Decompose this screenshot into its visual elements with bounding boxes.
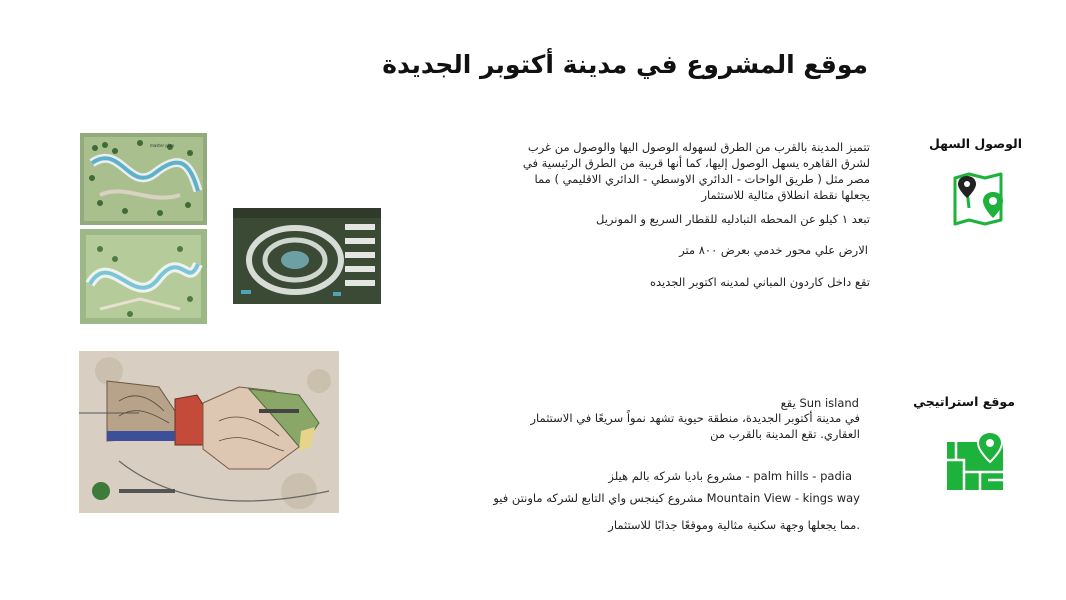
masterplan-image-2 (80, 229, 207, 324)
access-paragraph-2: تبعد ١ كيلو عن المحطه التبادليه للقطار السريع و المونريل (596, 212, 870, 226)
access-label: الوصول السهل (928, 136, 1022, 151)
access-paragraph-4: تقع داخل كاردون المباني لمدينه اكتوبر الجديده (649, 275, 870, 289)
map-route-pin-icon (947, 168, 1009, 230)
svg-text:master plan: master plan (150, 143, 175, 148)
strategic-paragraph-4: Mountain View - kings way مشروع كينجس واي التابع لشركه ماونتن فيو (493, 491, 860, 505)
aerial-render-image (233, 208, 381, 304)
strategic-paragraph-3: palm hills - padia - مشروع باديا شركه بالم هيلز (608, 469, 852, 483)
access-paragraph-3: الارض علي محور خدمي بعرض ٨٠٠ متر (679, 243, 868, 257)
masterplan-image-1 (80, 133, 207, 225)
page-title: موقع المشروع في مدينة أكتوبر الجديدة (382, 50, 868, 79)
strategic-label: موقع استراتيجي (913, 394, 1015, 409)
strategic-paragraph-5: .مما يجعلها وجهة سكنية مثالية وموقعًا جذابًا للاستثمار (608, 518, 860, 532)
strategic-paragraph-1: Sun island يقع (780, 396, 859, 410)
access-paragraph-1: تتميز المدينة بالقرب من الطرق لسهوله الوصول اليها والوصول من غرب لشرق القاهره يسهل الوصول إليها، كما أنها قريبة من الطرق الرئيسية في مصر مثل ( طريق الواحات - الدائري الاوسطي - الدائري الاقليمي ) مما يجعلها نقطة انطلاق مثالية للاستثمار (522, 140, 870, 202)
strategic-paragraph-2: في مدينة أكتوبر الجديدة، منطقة حيوية تشهد نمواً سريعًا في الاستثمار العقاري. تقع المدينة بالقرب من (530, 411, 860, 441)
city-map-pin-icon (944, 432, 1006, 494)
site-map-image (79, 351, 339, 513)
